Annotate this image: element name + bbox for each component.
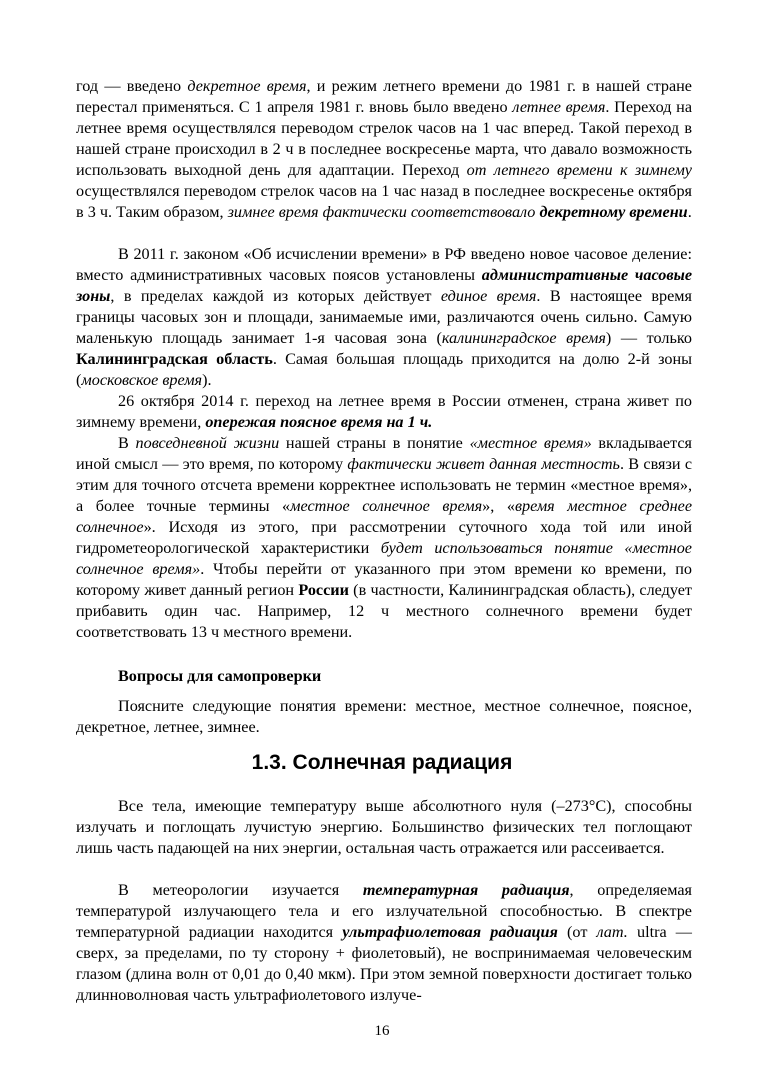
paragraph-time-zones-2011: В 2011 г. законом «Об исчислении времени» в РФ введено новое часовое деление: вместо административных часовых поясов установлены административные часовые зоны, в пределах каждой из которых действует единое время. В настоящее время границы часовых зон и площади, занимаемые ими, различаются очень сильно. Самую маленькую площадь занимает 1-я часовая зона (калининградское время) — только Калининградская область. Самая большая площадь приходится на долю 2-й зоны (московское время). xyxy=(76,245,693,389)
italic-term: будет использоваться понятие «местное солнечное время» xyxy=(76,539,692,578)
italic-term: от летнего времени к зимнему xyxy=(466,161,692,179)
questions-heading: Вопросы для самопроверки xyxy=(118,667,322,685)
italic-term: повседневной жизни xyxy=(135,434,280,452)
paragraph-temperature-radiation: В метеорологии изучается температурная радиация, определяемая температурой излучающего тела и его излучательной способностью. В спектре температурной радиации находится ультрафиолетовая радиация (от лат. ultra — сверх, за пределами, по ту сторону + фиолетовый), не воспринимаемая человеческим глазом (длина волн от 0,01 до 0,40 мкм). При этом земной поверхности достигает только длинноволновая часть ультрафиолетового излуче- xyxy=(76,881,692,1004)
section-title: 1.3. Солнечная радиация xyxy=(251,751,513,774)
bold-term: Калининградская область xyxy=(76,350,273,368)
bold-italic-term: опережая поясное время на 1 ч. xyxy=(205,413,433,431)
page-number: 16 xyxy=(374,1023,390,1039)
paragraph-2014-change: 26 октября 2014 г. переход на летнее время в России отменен, страна живет по зимнему времени, опережая поясное время на 1 ч. xyxy=(76,392,692,431)
paragraph-daylight-saving: год — введено декретное время, и режим летнего времени до 1981 г. в нашей стране перестал применяться. С 1 апреля 1981 г. вновь было введено летнее время. Переход на летнее время осуществлялся переводом стрелок часов на 1 час вперед. Такой переход в нашей стране происходил в 2 ч в последнее воскресенье марта, что давало возможность использовать выходной день для адаптации. Переход от летнего времени к зимнему осуществлялся переводом стрелок часов на 1 час назад в последнее воскресенье октября в 3 ч. Таким образом, зимнее время фактически соответствовало декретному времени. xyxy=(76,77,693,221)
italic-term: летнее время xyxy=(512,98,606,116)
bold-italic-term: декретному времени xyxy=(539,203,688,221)
paragraph-local-time: В повседневной жизни нашей страны в понятие «местное время» вкладывается иной смысл — это время, по которому фактически живет данная местность. В связи с этим для точного отсчета времени корректнее использовать не термин «местное время», а более точные термины «местное солнечное время», «время местное среднее солнечное». Исходя из этого, при рассмотрении суточного хода той или иной гидрометеорологической характеристики будет использоваться понятие «местное солнечное время». Чтобы перейти от указанного при этом времени ко времени, по которому живет данный регион России (в частности, Калининградская область), следует прибавить один час. Например, 12 ч местного солнечного времени будет соответствовать 13 ч местного времени. xyxy=(76,434,693,641)
italic-term: лат. xyxy=(596,923,628,941)
italic-term: декретное время xyxy=(187,77,307,95)
italic-term: фактически живет данная местность xyxy=(347,455,620,473)
italic-term: время местное среднее солнечное xyxy=(76,497,693,536)
bold-italic-term: температурная радиация xyxy=(362,881,570,899)
paragraph-radiation-intro: Все тела, имеющие температуру выше абсолютного нуля (–273°С), способны излучать и поглощать лучистую энергию. Большинство физических тел поглощают лишь часть падающей на них энергии, остальная часть отражается или рассеивается. xyxy=(76,797,692,857)
italic-term: «местное время» xyxy=(469,434,592,452)
italic-term: калининградское время xyxy=(441,329,606,347)
italic-term: местное солнечное время xyxy=(290,497,483,515)
italic-term: единое время xyxy=(440,287,537,305)
italic-term: зимнее время фактически соответствовало xyxy=(227,203,540,221)
bold-italic-term: административные часовые зоны xyxy=(76,266,692,305)
paragraph-questions: Поясните следующие понятия времени: местное, местное солнечное, поясное, декретное, летнее, зимнее. xyxy=(76,697,692,736)
bold-italic-term: ультрафиолетовая радиация xyxy=(342,923,558,941)
bold-term: России xyxy=(298,581,349,599)
italic-term: московское время xyxy=(81,371,203,389)
